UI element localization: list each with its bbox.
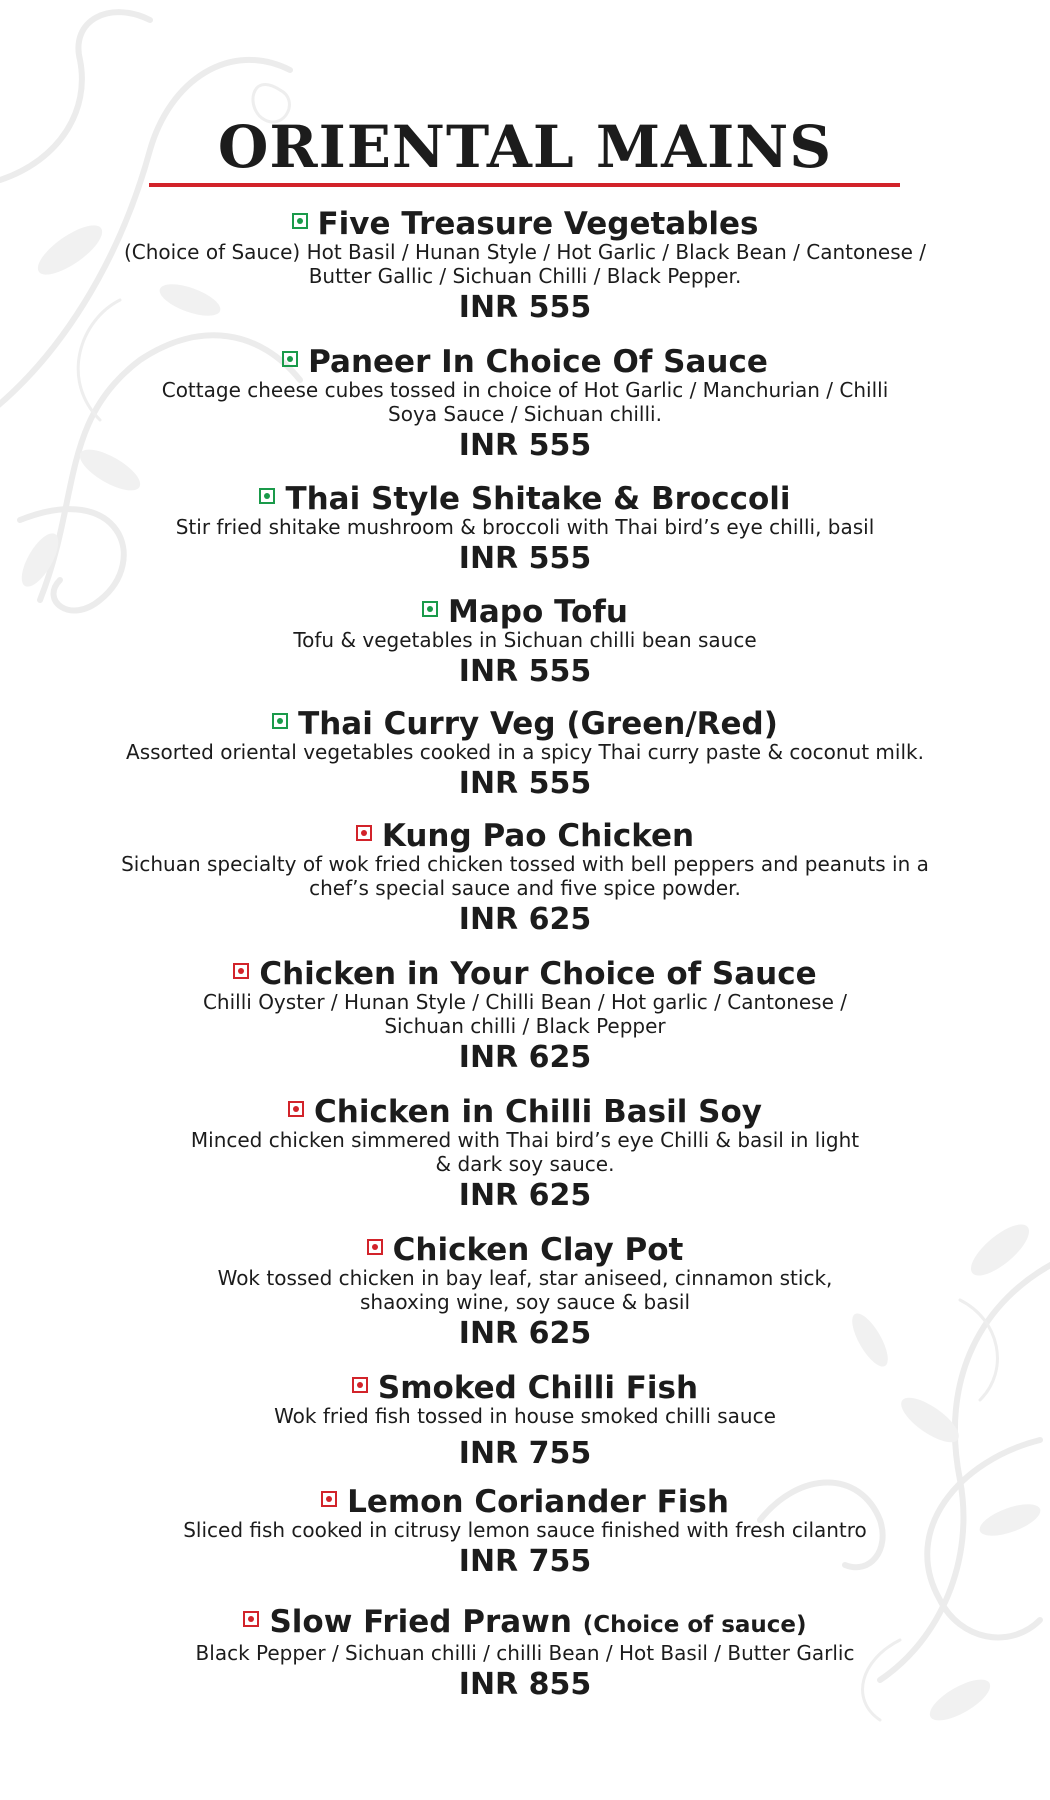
item-name-suffix: (Choice of sauce) [582, 1612, 807, 1638]
non-veg-mark-icon [288, 1101, 304, 1117]
item-description: Sichuan specialty of wok fried chicken tossed with bell peppers and peanuts in a chef’s special sauce and five spice powder. [121, 852, 929, 900]
menu-item [90, 820, 960, 938]
item-name: Chicken in Chilli Basil Soy [314, 1094, 762, 1130]
item-name-row [90, 1234, 960, 1266]
item-name-row [90, 346, 960, 378]
item-price: INR 555 [458, 766, 592, 801]
menu-item [90, 1486, 960, 1580]
menu-item [90, 1606, 960, 1703]
item-name-row [90, 208, 960, 240]
item-name-row [90, 820, 960, 852]
menu-item [90, 596, 960, 690]
item-price: INR 755 [458, 1544, 592, 1579]
item-name: Thai Curry Veg (Green/Red) [298, 706, 778, 742]
non-veg-mark-icon [367, 1239, 383, 1255]
item-name-row [90, 1486, 960, 1518]
veg-mark-icon [282, 351, 298, 367]
item-name: Paneer In Choice Of Sauce [308, 344, 768, 380]
item-name: Five Treasure Vegetables [317, 206, 759, 242]
item-price: INR 555 [458, 290, 592, 325]
item-name-row [90, 958, 960, 990]
item-description: Wok fried fish tossed in house smoked chilli sauce [274, 1404, 776, 1428]
menu-item [90, 708, 960, 802]
item-description: Tofu & vegetables in Sichuan chilli bean sauce [293, 628, 757, 652]
menu-item [90, 958, 960, 1076]
veg-mark-icon [259, 488, 275, 504]
item-price: INR 755 [458, 1436, 592, 1471]
item-name-row [90, 1372, 960, 1404]
menu-item [90, 1372, 960, 1472]
item-name-row [90, 708, 960, 740]
menu-item [90, 1234, 960, 1352]
item-name: Chicken Clay Pot [392, 1232, 684, 1268]
item-description: Stir fried shitake mushroom & broccoli with Thai bird’s eye chilli, basil [175, 515, 875, 539]
item-name-row [90, 1096, 960, 1128]
item-name: Mapo Tofu [448, 594, 628, 630]
title-underline [149, 183, 900, 187]
menu-item [90, 208, 960, 326]
item-name-row [90, 1606, 960, 1641]
item-description: Cottage cheese cubes tossed in choice of Hot Garlic / Manchurian / Chilli Soya Sauce / Sichuan chilli. [161, 378, 889, 426]
item-description: Wok tossed chicken in bay leaf, star aniseed, cinnamon stick, shaoxing wine, soy sauce & basil [217, 1266, 833, 1314]
item-description: (Choice of Sauce) Hot Basil / Hunan Style / Hot Garlic / Black Bean / Cantonese / Butter Gallic / Sichuan Chilli / Black Pepper. [123, 240, 927, 288]
veg-mark-icon [422, 601, 438, 617]
item-name-row [90, 596, 960, 628]
non-veg-mark-icon [356, 825, 372, 841]
non-veg-mark-icon [321, 1491, 337, 1507]
veg-mark-icon [292, 213, 308, 229]
item-price: INR 625 [458, 902, 592, 937]
item-name: Chicken in Your Choice of Sauce [259, 956, 817, 992]
item-price: INR 555 [458, 541, 592, 576]
item-description: Assorted oriental vegetables cooked in a spicy Thai curry paste & coconut milk. [126, 740, 924, 764]
menu-item [90, 346, 960, 464]
item-price: INR 555 [458, 654, 592, 689]
item-name: Lemon Coriander Fish [347, 1484, 729, 1520]
item-description: Sliced fish cooked in citrusy lemon sauce finished with fresh cilantro [183, 1518, 867, 1542]
item-price: INR 625 [458, 1040, 592, 1075]
item-price: INR 625 [458, 1178, 592, 1213]
item-price: INR 555 [458, 428, 592, 463]
item-description: Minced chicken simmered with Thai bird’s eye Chilli & basil in light & dark soy sauce. [190, 1128, 860, 1176]
item-name: Smoked Chilli Fish [377, 1370, 699, 1406]
non-veg-mark-icon [352, 1377, 368, 1393]
item-name-row [90, 483, 960, 515]
non-veg-mark-icon [233, 963, 249, 979]
menu-item [90, 1096, 960, 1214]
item-name: Kung Pao Chicken [381, 818, 695, 854]
item-name: Thai Style Shitake & Broccoli [285, 481, 791, 517]
veg-mark-icon [272, 713, 288, 729]
item-description: Chilli Oyster / Hunan Style / Chilli Bean / Hot garlic / Cantonese / Sichuan chilli / Black Pepper [202, 990, 848, 1038]
item-description: Black Pepper / Sichuan chilli / chilli Bean / Hot Basil / Butter Garlic [195, 1641, 855, 1665]
item-price: INR 625 [458, 1316, 592, 1351]
page-title: ORIENTAL MAINS [217, 113, 833, 181]
item-price: INR 855 [458, 1667, 592, 1702]
non-veg-mark-icon [243, 1611, 259, 1627]
item-name: Slow Fried Prawn [269, 1604, 572, 1640]
menu-item [90, 483, 960, 577]
